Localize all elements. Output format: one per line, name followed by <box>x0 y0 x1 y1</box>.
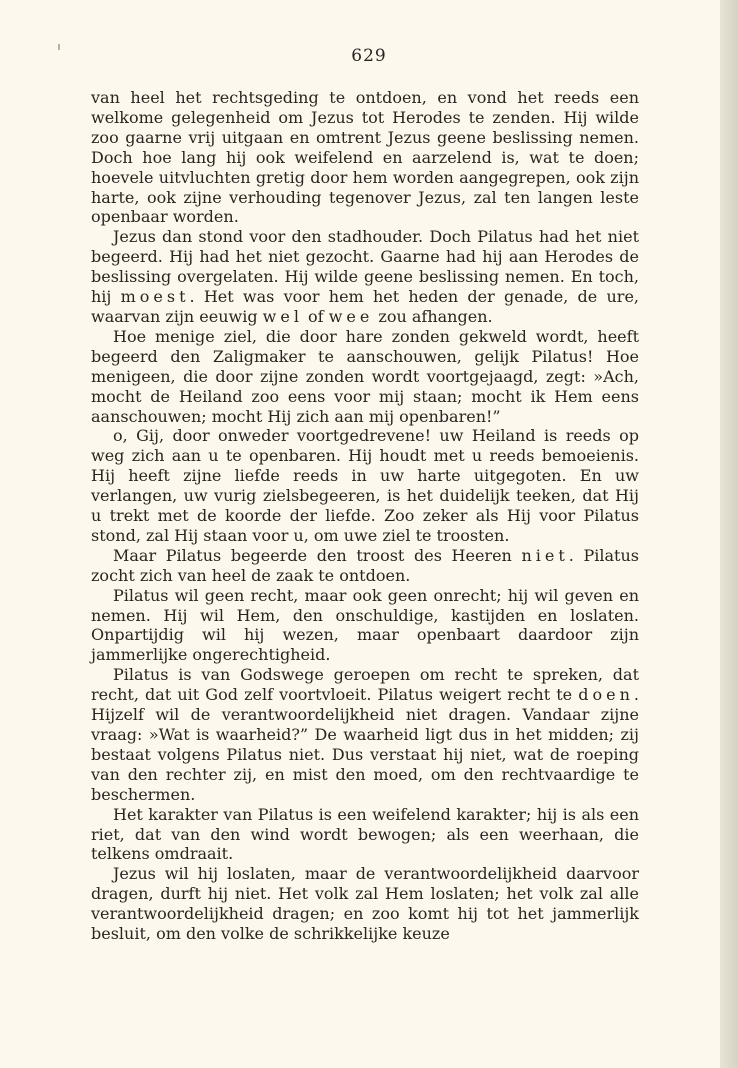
paragraph <box>91 546 639 586</box>
emphasis-text: moest <box>120 287 190 307</box>
paragraph <box>91 805 639 865</box>
paragraph <box>91 227 639 327</box>
paragraph <box>91 864 639 944</box>
text-segment: zou afhangen. <box>373 306 493 326</box>
text-segment: van heel het rechtsgeding te ontdoen, en vond het reeds een welkome gelegenheid om Jezus tot Herodes te zenden. Hij wilde zoo gaarne vrij uitgaan en omtrent Jezus geene beslissing nemen. Doch hoe lang hij ook weifelend en aarzelend is, wat te doen; hoevele uitvluchten gretig door hem worden aangegrepen, ook zijn harte, ook zijne verhouding tegenover Jezus, zal ten langen leste openbaar worden. <box>91 88 639 227</box>
text-segment: . Het was voor hem het heden der genade, de ure, waarvan zijn eeuwig <box>91 287 639 326</box>
text-segment: Jezus dan stond voor den stadhouder. Doch Pilatus had het niet begeerd. Hij had het niet gezocht. Gaarne had hij aan Herodes de beslissing overgelaten. Hij wilde geene beslissing nemen. En toch, hij <box>91 227 639 307</box>
text-segment: Maar Pilatus begeerde den troost des Heeren <box>113 545 522 565</box>
emphasis-text: wee <box>328 306 374 326</box>
paragraph <box>91 88 639 227</box>
body-text <box>91 88 639 944</box>
text-segment: of <box>302 306 329 326</box>
paragraph <box>91 665 639 804</box>
emphasis-text: doen <box>578 685 634 705</box>
paragraph <box>91 327 639 427</box>
text-segment: Pilatus wil geen recht, maar ook geen onrecht; hij wil geven en nemen. Hij wil Hem, den onschuldige, kastijden en loslaten. Onpartijdig wil hij wezen, maar openbaart daardoor zijn jammerlijke ongerechtigheid. <box>91 585 639 665</box>
text-segment: Hoe menige ziel, die door hare zonden gekweld wordt, heeft begeerd den Zaligmaker te aanschouwen, gelijk Pilatus! Hoe menigeen, die door zijne zonden wordt voortgejaagd, zegt: »Ach, mocht de Heiland zoo eens voor mij staan; mocht ik Hem eens aanschouwen; mocht Hij zich aan mij openbaren!” <box>91 326 639 426</box>
emphasis-text: niet <box>521 545 569 565</box>
text-segment: . Pilatus zocht zich van heel de zaak te ontdoen. <box>91 545 639 585</box>
text-segment: Jezus wil hij loslaten, maar de verantwoordelijkheid daarvoor dragen, durft hij niet. Het volk zal Hem loslaten; het volk zal alle verantwoordelijkheid dragen; en zoo komt hij tot het jammerlijk besluit, om den volke de schrikkelijke keuze <box>91 864 639 944</box>
page-edge <box>720 0 738 1068</box>
text-segment: . Hijzelf wil de verantwoordelijkheid niet dragen. Vandaar zijne vraag: »Wat is waarheid?” De waarheid ligt dus in het midden; zij bestaat volgens Pilatus niet. Dus verstaat hij niet, wat de roeping van den rechter zij, en mist den moed, om den rechtvaardige te beschermen. <box>91 685 639 804</box>
text-segment: Het karakter van Pilatus is een weifelend karakter; hij is als een riet, dat van den wind wordt bewogen; als een weerhaan, die telkens omdraait. <box>91 804 639 864</box>
text-segment: o, Gij, door onweder voortgedrevene! uw Heiland is reeds op weg zich aan u te openbaren. Hij houdt met u reeds bemoeienis. Hij heeft zijne liefde reeds in uw harte uitgegoten. En uw verlangen, uw vurig zielsbegeeren, is het duidelijk teeken, dat Hij u trekt met de koorde der liefde. Zoo zeker als Hij voor Pilatus stond, zal Hij staan voor u, om uwe ziel te troosten. <box>91 426 639 545</box>
page-number: 629 <box>351 46 387 66</box>
paragraph <box>91 586 639 666</box>
emphasis-text: wel <box>262 306 303 326</box>
text-segment: Pilatus is van Godswege geroepen om recht te spreken, dat recht, dat uit God zelf voortvloeit. Pilatus weigert recht te <box>91 665 639 705</box>
paragraph <box>91 426 639 545</box>
